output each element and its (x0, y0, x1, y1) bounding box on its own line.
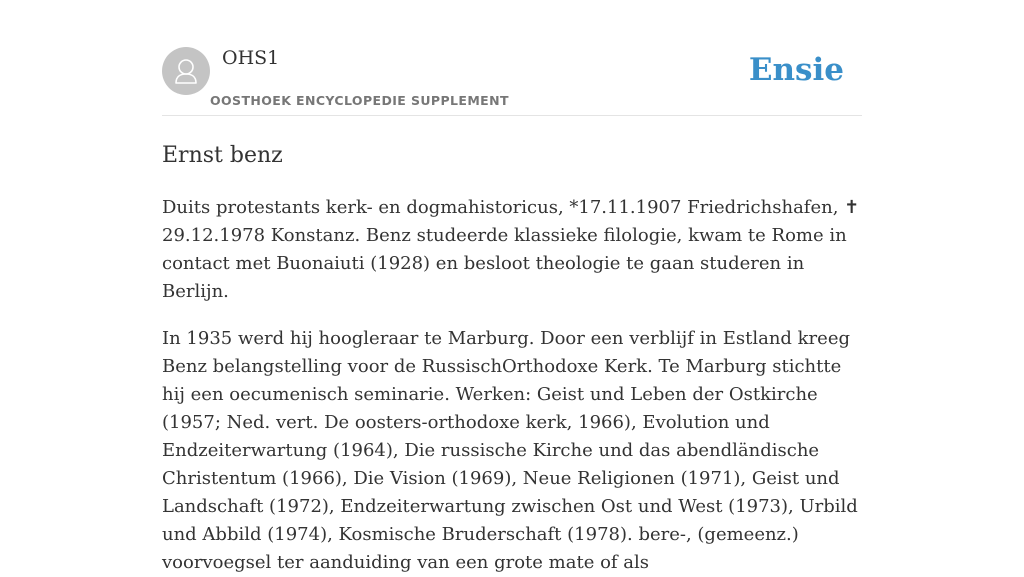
source-header (162, 0, 862, 116)
source-subtitle: OOSTHOEK ENCYCLOPEDIE SUPPLEMENT (210, 93, 509, 108)
article-paragraph: Duits protestants kerk- en dogmahistoricus, *17.11.1907 Friedrichshafen, ✝ 29.12.1978 Konstanz. Benz studeerde klassieke filologie, kwam te Rome in contact met Buonaiuti (1928) en besloot theologie te gaan studeren in Berlijn. (162, 197, 860, 302)
user-placeholder-icon (162, 47, 210, 95)
source-title[interactable]: OHS1 (222, 47, 280, 69)
content-container (162, 0, 862, 577)
brand-logo[interactable]: Ensie (748, 52, 844, 88)
avatar[interactable] (162, 47, 210, 95)
article-title: Ernst benz (162, 143, 283, 168)
article-paragraph: In 1935 werd hij hoogleraar te Marburg. Door een verblijf in Estland kreeg Benz belangstelling voor de RussischOrthodoxe Kerk. Te Marburg stichtte hij een oecumenisch seminarie. Werken: Geist und Leben der Ostkirche (1957; Ned. vert. De oosters-orthodoxe kerk, 1966), Evolution und Endzeiterwartung (1964), Die russische Kirche und das abendländische Christentum (1966), Die Vision (1969), Neue Religionen (1971), Geist und Landschaft (1972), Endzeiterwartung zwischen Ost und West (1973), Urbild und Abbild (1974), Kosmische Bruderschaft (1978). bere-, (gemeenz.) voorvoegsel ter aanduiding van een grote mate of als (162, 328, 858, 573)
